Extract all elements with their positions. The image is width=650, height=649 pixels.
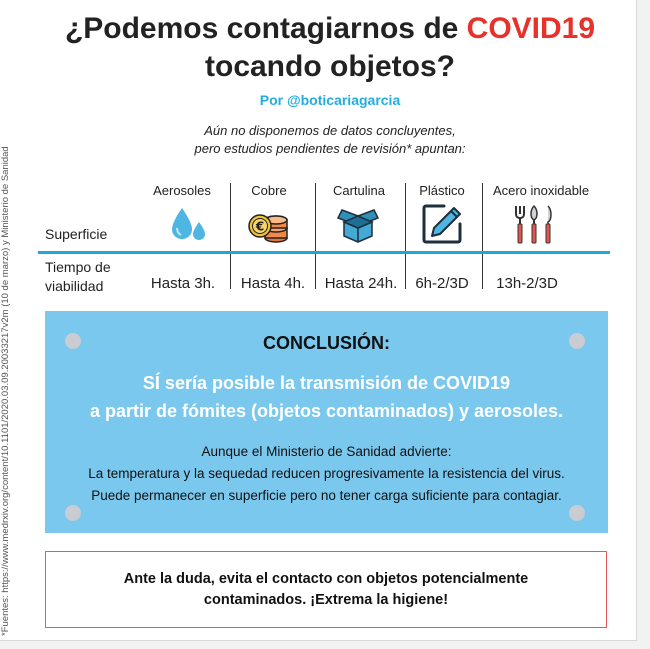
value-cartulina: Hasta 24h. <box>324 275 398 292</box>
detail-line1: La temperatura y la sequedad reducen progresivamente la resistencia del virus. <box>88 466 565 481</box>
note-entity: Ministerio de Sanidad <box>266 444 396 459</box>
cardboard-box-icon <box>336 202 380 246</box>
conclusion-title: CONCLUSIÓN: <box>263 333 390 353</box>
page-title <box>40 10 620 86</box>
note-suffix: advierte: <box>395 444 452 459</box>
table-divider-line <box>38 251 610 254</box>
note-prefix: Aunque el <box>201 444 267 459</box>
cutlery-icon <box>512 202 556 246</box>
row-label-time <box>45 258 111 296</box>
water-drops-icon <box>166 202 210 246</box>
coins-icon <box>246 202 290 246</box>
title-prefix: ¿Podemos contagiarnos de <box>64 12 467 45</box>
value-acero: 13h-2/3D <box>496 275 558 292</box>
column-divider <box>230 183 231 289</box>
detail-line2: Puede permanecer en superficie pero no tener carga suficiente para contagiar. <box>91 488 562 503</box>
column-divider <box>405 183 406 289</box>
pencil-box-icon <box>420 202 464 246</box>
pin-dot <box>569 505 585 521</box>
column-header-cobre: Cobre <box>251 183 287 198</box>
intro-text <box>40 122 620 158</box>
value-cobre: Hasta 4h. <box>240 275 306 292</box>
conclusion-box <box>45 311 608 533</box>
value-plastico: 6h-2/3D <box>415 275 469 292</box>
advice-box <box>45 551 607 628</box>
conclusion-detail <box>45 441 608 507</box>
advice-line1: Ante la duda, evita el contacto con objetos potencialmente <box>123 571 529 587</box>
column-header-cartulina: Cartulina <box>332 183 386 198</box>
pin-dot <box>65 505 81 521</box>
conclusion-main-line2: a partir de fómites (objetos contaminados) y aerosoles. <box>89 401 564 421</box>
conclusion-main <box>45 369 608 425</box>
sources-note: *Fuentes: https://www.medrxiv.org/content/10.1101/2020.03.09.20033217v2m (10 de marzo) y Ministerio de Sanidad <box>0 146 11 636</box>
svg-text:€: € <box>255 219 265 234</box>
advice-line2: contaminados. ¡Extrema la higiene! <box>203 592 449 608</box>
row-label-surface: Superficie <box>45 226 108 242</box>
column-header-plastico: Plástico <box>419 183 465 198</box>
conclusion-main-line1: SÍ sería posible la transmisión de COVID19 <box>142 373 511 393</box>
row-label-time-2: viabilidad <box>45 278 104 294</box>
column-header-acero: Acero inoxidable <box>492 183 590 198</box>
column-divider <box>482 183 483 289</box>
value-aerosoles: Hasta 3h. <box>150 275 216 292</box>
intro-line2: pero estudios pendientes de revisión* apuntan: <box>194 141 466 156</box>
title-line2: tocando objetos? <box>205 50 455 83</box>
author-byline: Por @boticariagarcia <box>259 92 401 108</box>
advice-text <box>46 569 606 611</box>
intro-line1: Aún no disponemos de datos concluyentes, <box>204 123 456 138</box>
title-accent: COVID19 <box>466 12 596 45</box>
column-header-aerosoles: Aerosoles <box>153 183 211 198</box>
row-label-time-1: Tiempo de <box>45 259 111 275</box>
column-divider <box>315 183 316 289</box>
